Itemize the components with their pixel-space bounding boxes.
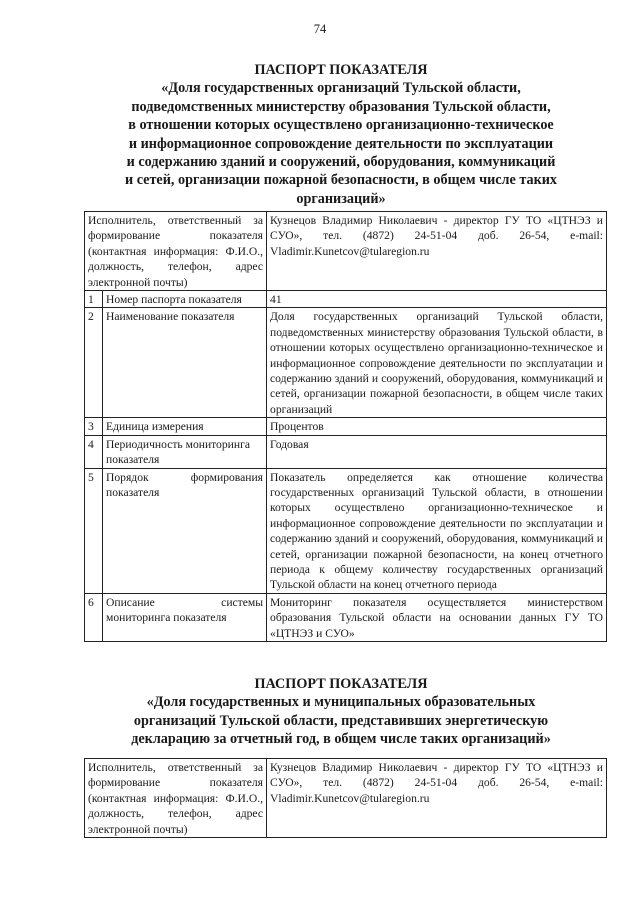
row-label: Единица измерения	[103, 418, 267, 435]
row-value: Показатель определяется как отношение количества государственных организаций Тульской области, в отношении которых осуществлено организационно-техническое и информационное сопровождение деятельности по эксплуатации и содержанию зданий и сооружений, оборудования, коммуникаций и сетей, организации пожарной безопасности, на конец отчетного периода к общему количеству государственных организаций Тульской области на конец отчетного периода	[267, 468, 607, 593]
row-value: 41	[267, 291, 607, 308]
row-number: 2	[85, 308, 103, 418]
passport-2-heading: ПАСПОРТ ПОКАЗАТЕЛЯ	[254, 676, 428, 692]
row-number: 1	[85, 291, 103, 308]
table-row	[85, 593, 607, 641]
table-row	[85, 291, 607, 308]
executor-value: Кузнецов Владимир Николаевич - директор ГУ ТО «ЦТНЭЗ и СУО», тел. (4872) 24-51-04 доб. 26-54, e-mail: Vladimir.Kunetcov@tularegion.ru	[267, 212, 607, 291]
row-number: 4	[85, 435, 103, 468]
passport-1-heading: ПАСПОРТ ПОКАЗАТЕЛЯ	[254, 62, 428, 78]
passport-1-subtitle-line: в отношении которых осуществлено организационно-техническое	[128, 117, 554, 134]
row-value: Годовая	[267, 435, 607, 468]
executor-label: Исполнитель, ответственный за формирование показателя (контактная информация: Ф.И.О., должность, телефон, адрес электронной почты)	[85, 212, 267, 291]
passport-2-subtitle-line: «Доля государственных и муниципальных образовательных	[146, 694, 536, 711]
executor-label: Исполнитель, ответственный за формирование показателя (контактная информация: Ф.И.О., должность, телефон, адрес электронной почты)	[85, 759, 267, 838]
passport-1-subtitle-line: подведомственных министерству образования Тульской области,	[131, 98, 551, 115]
row-label: Описание системы мониторинга показателя	[103, 593, 267, 641]
table-row	[85, 468, 607, 593]
row-label: Порядок формирования показателя	[103, 468, 267, 593]
row-number: 6	[85, 593, 103, 641]
passport-1-subtitle-line: «Доля государственных организаций Тульской области,	[161, 80, 521, 97]
row-number: 3	[85, 418, 103, 435]
table-row	[85, 418, 607, 435]
row-label: Наименование показателя	[103, 308, 267, 418]
page-number: 74	[313, 22, 327, 36]
row-label: Периодичность мониторинга показателя	[103, 435, 267, 468]
executor-row	[85, 759, 607, 838]
table-row	[85, 308, 607, 418]
passport-1-subtitle-line: организаций»	[296, 190, 386, 207]
passport-2-title	[86, 675, 596, 749]
row-label: Номер паспорта показателя	[103, 291, 267, 308]
table-row	[85, 435, 607, 468]
passport-1-subtitle-line: и содержанию зданий и сооружений, оборудования, коммуникаций	[126, 154, 556, 171]
row-value: Доля государственных организаций Тульской области, подведомственных министерству образования Тульской области, в отношении которых осуществлено организационно-техническое и информационное сопровождение деятельности по эксплуатации и содержанию зданий и сооружений, оборудования, коммуникаций и сетей, организации пожарной безопасности, в общем числе таких организаций	[267, 308, 607, 418]
passport-1-subtitle-line: и информационное сопровождение деятельности по эксплуатации	[128, 135, 554, 152]
passport-1-title	[86, 61, 596, 208]
passport-2-table	[84, 758, 607, 838]
executor-value: Кузнецов Владимир Николаевич - директор ГУ ТО «ЦТНЭЗ и СУО», тел. (4872) 24-51-04 доб. 26-54, e-mail: Vladimir.Kunetcov@tularegion.ru	[267, 759, 607, 838]
passport-2-subtitle-line: декларацию за отчетный год, в общем числе таких организаций»	[131, 731, 551, 748]
row-number: 5	[85, 468, 103, 593]
passport-2-subtitle-line: организаций Тульской области, представивших энергетическую	[133, 712, 549, 729]
executor-row	[85, 212, 607, 291]
passport-1-subtitle-line: и сетей, организации пожарной безопасности, в общем числе таких	[124, 172, 558, 189]
passport-1-table	[84, 211, 607, 642]
row-value: Процентов	[267, 418, 607, 435]
row-value: Мониторинг показателя осуществляется министерством образования Тульской области на основании данных ГУ ТО «ЦТНЭЗ и СУО»	[267, 593, 607, 641]
